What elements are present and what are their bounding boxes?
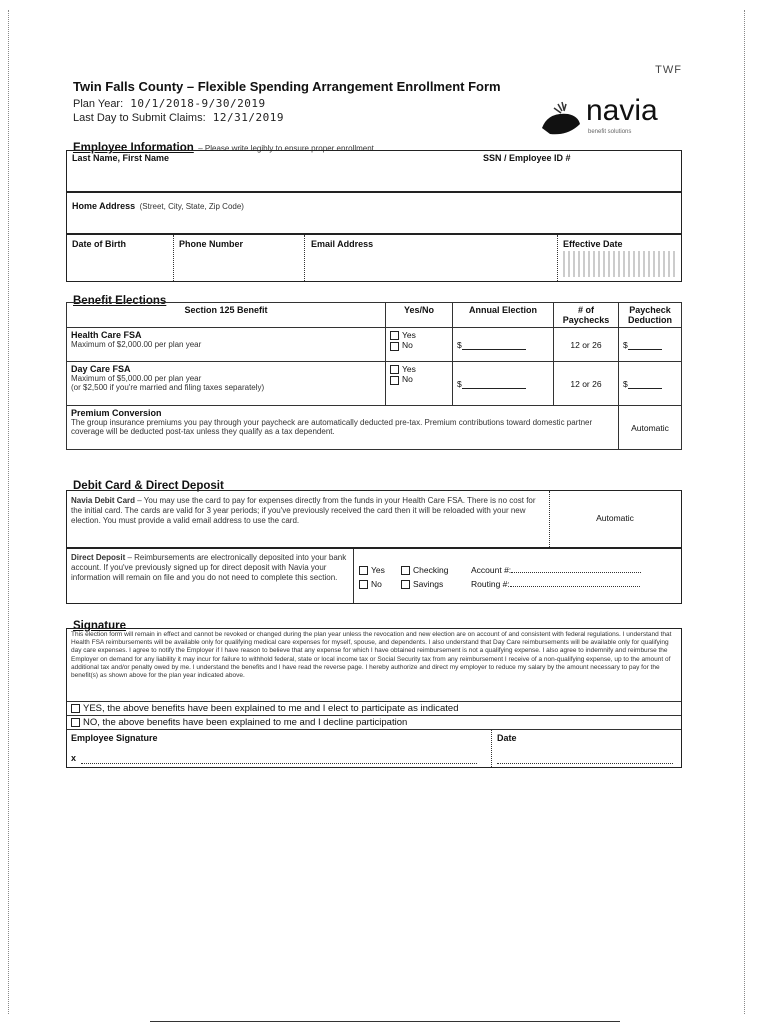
debit-card-value: Automatic bbox=[596, 513, 634, 523]
name-label: Last Name, First Name bbox=[72, 153, 170, 163]
deduction-cell[interactable] bbox=[619, 362, 682, 406]
elect-yes-option[interactable] bbox=[71, 703, 459, 714]
plan-year-label: Plan Year: bbox=[73, 98, 124, 110]
divider bbox=[67, 729, 681, 730]
elect-no-text: NO, the above benefits have been explained to me and I decline participation bbox=[83, 717, 408, 728]
routing-field[interactable] bbox=[510, 586, 640, 587]
dd-no-option[interactable] bbox=[359, 579, 382, 589]
paychecks-cell: 12 or 26 bbox=[554, 362, 619, 406]
divider bbox=[557, 235, 558, 281]
bottom-edge-line bbox=[150, 1021, 620, 1022]
debit-card-row bbox=[66, 490, 682, 548]
table-row bbox=[67, 362, 682, 406]
dd-yes-option[interactable] bbox=[359, 565, 385, 575]
signature-legal-text: This election form will remain in effect and cannot be revoked or changed during the plan year unless the revocation and new election are on account of and consistent with federal regulations. I understand that Health FSA reimbursements will be available only for qualifying medical care expenses for myself, spouse, and dependents. I also understand that Day Care reimbursements will be available only for qualifying day care expenses. I agree to notify the Employer if I have reason to believe that any expense for which I have obtained reimbursement is not a qualifying expense. I also agree to indemnify and reimburse the Employer on demand for any liability it may incur for failure to withhold federal, state or local income tax or Social Security tax from any reimbursement I receive of a non-qualifying expense, up to the amount of additional tax and/or penalty owed by me. I understand the benefits and I have read the reverse page. I hereby authorize and direct my employer to reduce my salary by the amount necessary to pay for the benefit(s) as shown above for the plan year indicated above. bbox=[71, 631, 672, 680]
table-row bbox=[67, 328, 682, 362]
no-label: No bbox=[402, 340, 413, 351]
employee-signature-label: Employee Signature bbox=[71, 733, 158, 743]
direct-deposit-label: Direct Deposit bbox=[71, 553, 126, 562]
direct-deposit-text: – Reimbursements are electronically deposited into your bank account. If you've previously signed up for direct deposit with Navia your information will remain on file and you do not need to complete this section. bbox=[71, 553, 347, 582]
last-day-label: Last Day to Submit Claims: bbox=[73, 112, 206, 124]
employee-info-note: – Please write legibly to ensure proper enrollment bbox=[198, 144, 374, 153]
checkbox[interactable] bbox=[359, 580, 368, 589]
savings-label: Savings bbox=[413, 579, 444, 589]
table-row bbox=[67, 406, 682, 450]
no-option[interactable] bbox=[390, 340, 448, 350]
yes-option[interactable] bbox=[390, 330, 448, 340]
deduction-cell[interactable] bbox=[619, 328, 682, 362]
direct-deposit-description bbox=[71, 553, 349, 583]
column-header: # of Paychecks bbox=[554, 303, 619, 328]
phone-label: Phone Number bbox=[179, 239, 244, 249]
benefit-name: Day Care FSA bbox=[71, 364, 131, 374]
table-header-row bbox=[67, 303, 682, 328]
yes-label: Yes bbox=[402, 364, 416, 374]
right-scan-edge bbox=[744, 10, 745, 1014]
navia-leaf-icon bbox=[538, 98, 582, 138]
currency-sign: $ bbox=[623, 339, 628, 350]
column-header: Section 125 Benefit bbox=[67, 303, 386, 328]
deduction-field[interactable] bbox=[628, 379, 662, 389]
elect-no-option[interactable] bbox=[71, 717, 407, 728]
navia-logo bbox=[538, 94, 678, 138]
routing-label: Routing #: bbox=[471, 579, 510, 589]
employee-signature-field[interactable] bbox=[81, 763, 477, 764]
divider bbox=[67, 701, 681, 702]
yes-no-cell bbox=[386, 328, 453, 362]
dd-no-label: No bbox=[371, 579, 382, 589]
checking-label: Checking bbox=[413, 565, 449, 575]
address-row bbox=[66, 192, 682, 234]
currency-sign: $ bbox=[457, 339, 462, 350]
benefit-elections-title: Benefit Elections bbox=[73, 295, 167, 307]
premium-conversion-value: Automatic bbox=[619, 406, 682, 450]
debit-card-text: – You may use the card to pay for expenses directly from the funds in your Health Care FSA. There is no cost for the initial card. The cards are valid for 3 year periods; if you've previously received the card then it will be reloaded with your new election. You must provide a valid email address to use the card. bbox=[71, 496, 536, 525]
benefit-name: Health Care FSA bbox=[71, 330, 142, 340]
checkbox[interactable] bbox=[390, 376, 399, 385]
paychecks-cell: 12 or 26 bbox=[554, 328, 619, 362]
signature-x-mark: x bbox=[71, 753, 77, 763]
no-label: No bbox=[402, 374, 413, 385]
checking-option[interactable] bbox=[401, 565, 448, 575]
direct-deposit-row bbox=[66, 548, 682, 604]
annual-election-cell[interactable] bbox=[453, 328, 554, 362]
premium-conversion-title: Premium Conversion bbox=[71, 408, 162, 418]
checkbox[interactable] bbox=[359, 566, 368, 575]
navia-logo-tagline: benefit solutions bbox=[588, 129, 632, 135]
routing-number bbox=[471, 579, 640, 589]
address-field[interactable] bbox=[73, 207, 673, 231]
yes-label: Yes bbox=[402, 330, 416, 340]
date-label: Date bbox=[497, 733, 517, 743]
plan-year bbox=[73, 97, 266, 110]
checkbox[interactable] bbox=[401, 580, 410, 589]
checkbox[interactable] bbox=[71, 704, 80, 713]
name-field[interactable] bbox=[73, 163, 473, 189]
column-header: Yes/No bbox=[386, 303, 453, 328]
date-field[interactable] bbox=[497, 763, 673, 764]
checkbox[interactable] bbox=[401, 566, 410, 575]
benefit-elections-table bbox=[66, 302, 682, 450]
email-field[interactable] bbox=[311, 251, 551, 277]
account-label: Account #: bbox=[471, 565, 512, 575]
divider bbox=[491, 729, 492, 767]
dob-phone-email-row bbox=[66, 234, 682, 282]
navia-logo-name: navia bbox=[586, 94, 658, 127]
account-number bbox=[471, 565, 641, 575]
debit-card-label: Navia Debit Card bbox=[71, 496, 136, 505]
checkbox[interactable] bbox=[390, 331, 399, 340]
benefit-cell bbox=[67, 328, 386, 362]
savings-option[interactable] bbox=[401, 579, 443, 589]
employee-info-title: Employee Information bbox=[73, 142, 194, 154]
ssn-field[interactable] bbox=[483, 163, 677, 189]
ssn-label: SSN / Employee ID # bbox=[483, 153, 571, 163]
effective-date-label: Effective Date bbox=[563, 239, 623, 249]
email-label: Email Address bbox=[311, 239, 374, 249]
dob-label: Date of Birth bbox=[72, 239, 126, 249]
elect-yes-text: YES, the above benefits have been explained to me and I elect to participate as indicated bbox=[83, 703, 459, 714]
divider bbox=[173, 235, 174, 281]
address-note: (Street, City, State, Zip Code) bbox=[139, 202, 244, 211]
plan-year-value: 10/1/2018-9/30/2019 bbox=[130, 97, 266, 110]
corner-code: TWF bbox=[655, 64, 682, 76]
signature-box bbox=[66, 628, 682, 768]
checkbox[interactable] bbox=[390, 342, 399, 351]
phone-field[interactable] bbox=[179, 251, 299, 277]
no-option[interactable] bbox=[390, 374, 448, 384]
divider bbox=[353, 549, 354, 603]
debit-card-description bbox=[71, 496, 541, 526]
premium-conversion-text: The group insurance premiums you pay through your paycheck are automatically deducted pre-tax. Premium contributions toward domestic partner coverage will be deducted post-tax unless they qualify as a tax dependent. bbox=[71, 418, 593, 436]
dob-field[interactable] bbox=[73, 251, 169, 277]
last-day-value: 12/31/2019 bbox=[212, 111, 285, 124]
account-field[interactable] bbox=[511, 572, 641, 573]
form-title: Twin Falls County – Flexible Spending Arrangement Enrollment Form bbox=[73, 79, 501, 94]
signature-title: Signature bbox=[73, 620, 127, 632]
left-scan-edge bbox=[8, 10, 9, 1014]
checkbox[interactable] bbox=[71, 718, 80, 727]
annual-election-cell[interactable] bbox=[453, 362, 554, 406]
deduction-field[interactable] bbox=[628, 340, 662, 350]
name-ssn-row bbox=[66, 150, 682, 192]
benefit-desc: Maximum of $2,000.00 per plan year bbox=[71, 340, 202, 349]
premium-conversion-cell bbox=[67, 406, 619, 450]
debit-card-title: Debit Card & Direct Deposit bbox=[73, 480, 224, 492]
benefit-cell bbox=[67, 362, 386, 406]
effective-date-field bbox=[563, 251, 675, 277]
currency-sign: $ bbox=[457, 378, 462, 389]
annual-election-field[interactable] bbox=[462, 379, 526, 389]
dd-yes-label: Yes bbox=[371, 565, 385, 575]
column-header: Paycheck Deduction bbox=[619, 303, 682, 328]
checkbox[interactable] bbox=[390, 365, 399, 374]
annual-election-field[interactable] bbox=[462, 340, 526, 350]
divider bbox=[67, 715, 681, 716]
currency-sign: $ bbox=[623, 378, 628, 389]
benefit-desc: Maximum of $5,000.00 per plan year bbox=[71, 374, 202, 383]
yes-no-cell bbox=[386, 362, 453, 406]
divider bbox=[304, 235, 305, 281]
last-day-to-submit bbox=[73, 111, 284, 124]
benefit-desc-note: (or $2,500 if you're married and filing taxes separately) bbox=[71, 383, 265, 392]
column-header: Annual Election bbox=[453, 303, 554, 328]
address-label: Home Address bbox=[72, 201, 136, 211]
yes-option[interactable] bbox=[390, 364, 448, 374]
